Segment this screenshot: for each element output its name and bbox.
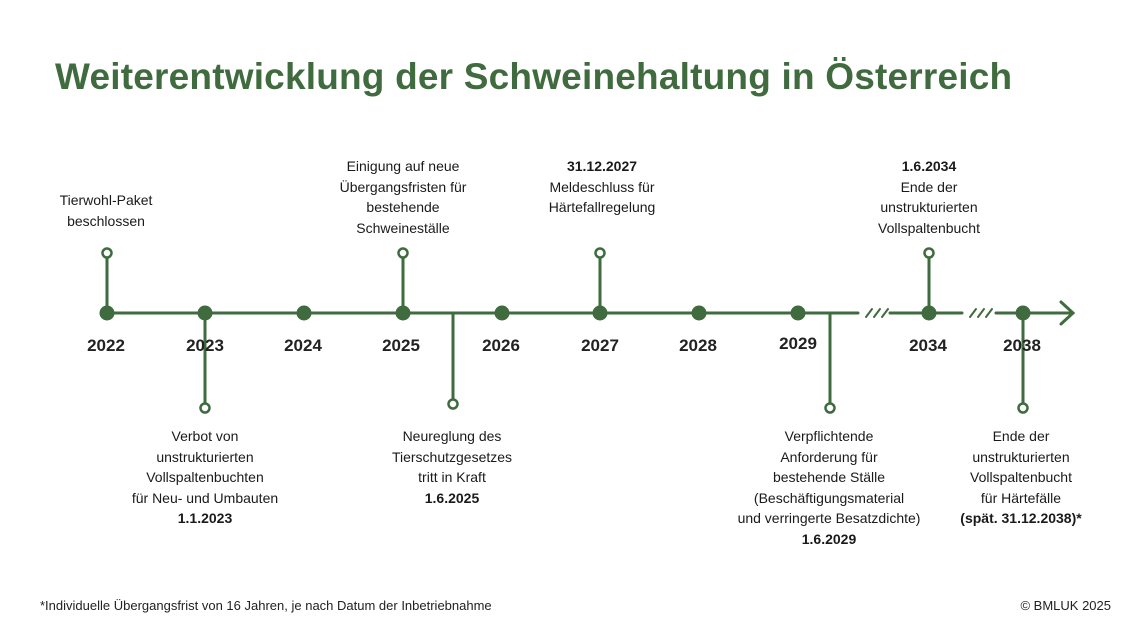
event-text-line: Vollspaltenbuchten [146, 469, 264, 485]
event-2025 [293, 156, 513, 238]
event-text-line: unstrukturierten [972, 448, 1070, 465]
year-dot-2027 [593, 306, 608, 321]
year-label-2026: 2026 [482, 336, 520, 355]
year-label-2027: 2027 [581, 336, 619, 355]
event-text-line: tritt in Kraft [418, 469, 486, 485]
year-label-2029: 2029 [779, 334, 817, 353]
page-title: Weiterentwicklung der Schweinehaltung in Österreich [55, 56, 1013, 97]
event-2023 [95, 426, 315, 529]
year-dot-2028 [692, 306, 707, 321]
event-date: 1.6.2029 [801, 530, 857, 547]
year-dot-2025 [396, 306, 411, 321]
event-text-line: Ende der [992, 428, 1050, 444]
year-label-2023: 2023 [186, 336, 224, 355]
year-dot-2024 [297, 306, 312, 321]
event-2025-mid [342, 426, 562, 508]
event-text-line: Anforderung für [780, 448, 878, 465]
event-text-line: bestehende [366, 199, 440, 215]
event-text-line: für Härtefälle [980, 489, 1062, 506]
event-2027 [492, 156, 712, 218]
event-text-line: Tierschutzgesetzes [391, 448, 513, 465]
year-label-2024: 2024 [284, 336, 322, 355]
event-text-line: Vollspaltenbucht [878, 219, 980, 236]
year-dot-2026 [495, 306, 510, 321]
year-label-2038: 2038 [1003, 336, 1041, 355]
event-text-line: Tierwohl-Paket [59, 192, 153, 208]
stem-end-marker [925, 249, 934, 258]
event-text-line: Übergangsfristen für [339, 178, 467, 195]
event-date: (spät. 31.12.2038)* [960, 510, 1082, 526]
event-date: 1.6.2025 [424, 489, 480, 506]
year-label-2025: 2025 [382, 336, 420, 355]
event-text-line: Verpflichtende [784, 428, 874, 444]
stem-end-marker [449, 400, 458, 409]
event-2029 [709, 426, 949, 549]
event-text-line: Vollspaltenbucht [970, 469, 1072, 485]
event-2022 [0, 190, 216, 231]
stem-end-marker [826, 404, 835, 413]
event-text-line: Meldeschluss für [549, 178, 655, 195]
event-date: 1.6.2034 [901, 158, 957, 174]
event-text-line: bestehende Ställe [772, 469, 886, 485]
event-2034 [819, 156, 1039, 238]
year-dot-2034 [922, 306, 937, 321]
copyright: © BMLUK 2025 [1020, 598, 1111, 613]
year-label-2022: 2022 [87, 336, 125, 355]
event-2038 [921, 426, 1121, 529]
year-dot-2038 [1016, 306, 1031, 321]
event-text-line: Härtefallregelung [548, 199, 656, 215]
event-date: 1.1.2023 [177, 510, 233, 526]
event-text-line: Schweineställe [356, 219, 450, 236]
event-text-line: für Neu- und Umbauten [131, 489, 279, 506]
event-text-line: unstrukturierten [880, 199, 978, 215]
event-text-line: Neureglung des [402, 428, 502, 444]
event-text-line: Verbot von [171, 428, 239, 444]
year-dot-2023 [198, 306, 213, 321]
event-text-line: Ende der [900, 178, 958, 195]
axis-break [866, 309, 888, 317]
axis-break [970, 309, 992, 317]
stem-end-marker [399, 249, 408, 258]
event-text-line: und verringerte Besatzdichte) [737, 510, 921, 526]
event-text-line: unstrukturierten [156, 448, 254, 465]
stem-end-marker [1019, 404, 1028, 413]
stem-end-marker [103, 249, 112, 258]
stem-end-marker [201, 404, 210, 413]
stem-end-marker [596, 249, 605, 258]
year-dot-2029 [791, 306, 806, 321]
event-text-line: (Beschäftigungsmaterial [753, 489, 905, 506]
year-label-2028: 2028 [679, 336, 717, 355]
event-text-line: Einigung auf neue [346, 158, 460, 174]
event-date: 31.12.2027 [566, 158, 638, 174]
event-text-line: beschlossen [67, 212, 145, 229]
year-dot-2022 [100, 306, 115, 321]
year-label-2034: 2034 [909, 336, 947, 355]
footnote: *Individuelle Übergangsfrist von 16 Jahren, je nach Datum der Inbetriebnahme [40, 598, 492, 613]
